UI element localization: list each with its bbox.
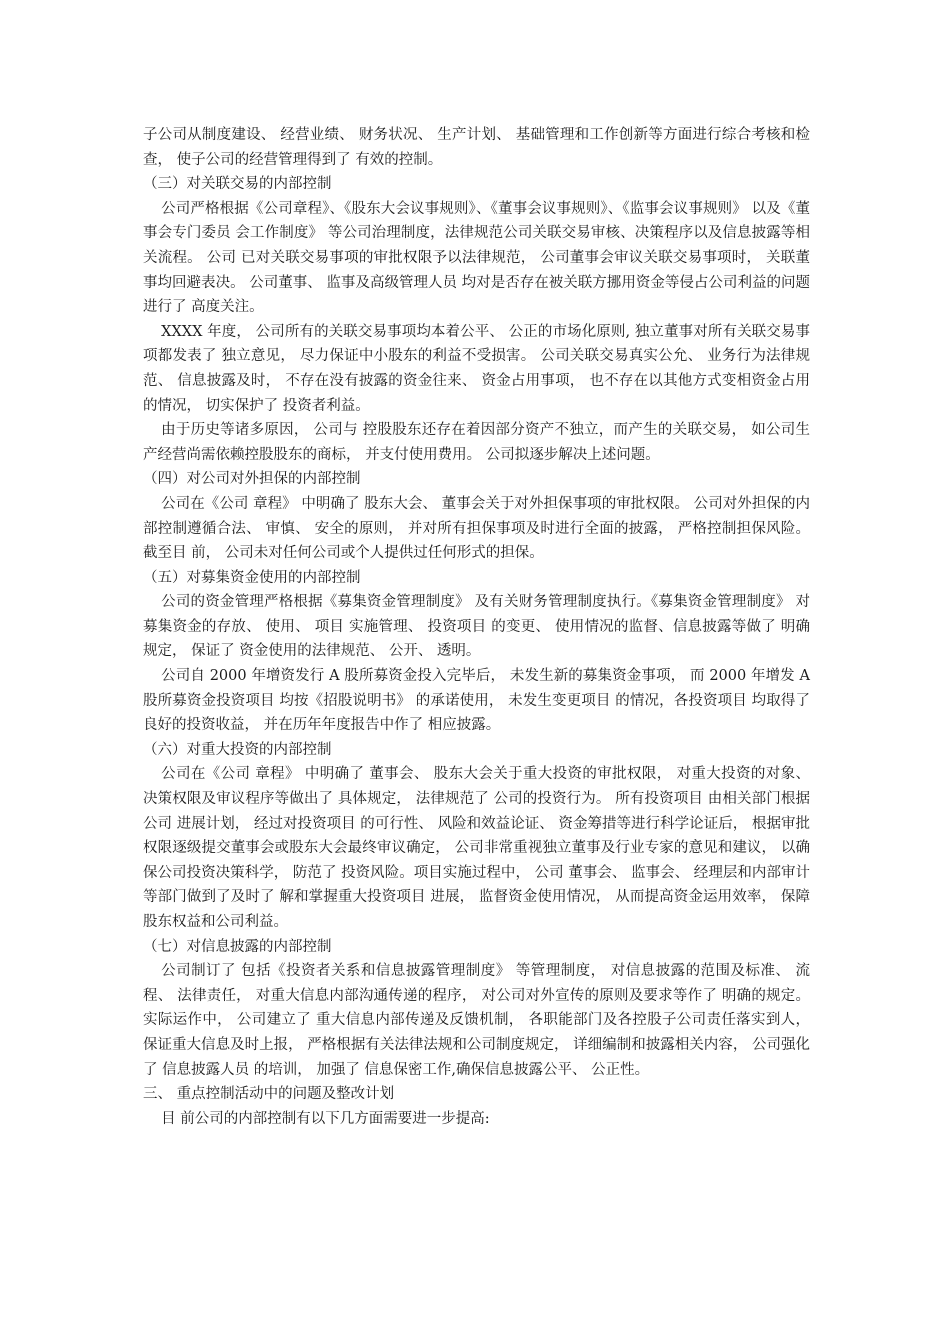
paragraph-major-investment: 公司在《公司 章程》 中明确了 董事会、 股东大会关于重大投资的审批权限， 对重大投资的对象、 决策权限及审议程序等做出了 具体规定， 法律规范了 公司的投资行为。 所有投资项目 由相关部门根据公司 进展计划， 经过对投资项目 的可行性、 风险和效益论证、 资金筹措等进行科学论证后， 根据审批权限逐级提交董事会或股东大会最终审议确定， 公司非常重视独立董事及行业专家的意见和建议， 以确保公司投资决策科学， 防范了 投资风险。项目实施过程中， 公司 董事会、 监事会、 经理层和内部审计等部门做到了及时了 解和掌握重大投资项目 进展， 监督资金使用情况， 从而提高资金运用效率， 保障股东权益和公司利益。 <box>143 766 810 930</box>
paragraph-external-guarantee: 公司在《公司 章程》 中明确了 股东大会、 董事会关于对外担保事项的审批权限。 公司对外担保的内部控制遵循合法、 审慎、 安全的原则， 并对所有担保事项及时进行全面的披露， 严格控制担保风险。截至目 前， 公司未对任何公司或个人提供过任何形式的担保。 <box>143 495 810 562</box>
heading-information-disclosure: （七）对信息披露的内部控制 <box>143 938 332 955</box>
paragraph-improvement-intro: 目 前公司的内部控制有以下几方面需要进一步提高: <box>161 1110 490 1127</box>
paragraph-related-transactions-history: 由于历史等诸多原因， 公司与 控股股东还存在着因部分资产不独立，而产生的关联交易， 如公司生产经营尚需依赖控股股东的商标， 并支付使用费用。 公司拟逐步解决上述问题。 <box>143 422 810 463</box>
heading-related-transactions: （三）对关联交易的内部控制 <box>143 176 332 193</box>
heading-section-three: 三、 重点控制活动中的问题及整改计划 <box>143 1086 395 1103</box>
paragraph-related-transactions-rules: 公司严格根据《公司章程》、《股东大会议事规则》、《董事会议事规则》、《监事会议事规则》 以及《董事会专门委员 会工作制度》 等公司治理制度，法律规范公司关联交易审核、决策程序以及信息披露等相关流程。 公司 已对关联交易事项的审批权限予以法律规范， 公司董事会审议关联交易事项时， 关联董事均回避表决。 公司董事、 监事及高级管理人员 均对是否存在被关联方挪用资金等侵占公司利益的问题进行了 高度关注。 <box>143 200 810 316</box>
paragraph-subsidiary-assessment: 子公司从制度建设、 经营业绩、 财务状况、 生产计划、 基础管理和工作创新等方面进行综合考核和检查， 使子公司的经营管理得到了 有效的控制。 <box>143 127 810 168</box>
paragraph-raised-funds-management: 公司的资金管理严格根据《募集资金管理制度》 及有关财务管理制度执行。《募集资金管理制度》 对募集资金的存放、 使用、 项目 实施管理、 投资项目 的变更、 使用情况的监督、信息披露等做了 明确规定， 保证了 资金使用的法律规范、 公开、 透明。 <box>143 594 810 660</box>
heading-raised-funds: （五）对募集资金使用的内部控制 <box>143 569 361 586</box>
document-body <box>143 123 810 1131</box>
heading-external-guarantee: （四）对公司对外担保的内部控制 <box>143 471 361 488</box>
heading-major-investment: （六）对重大投资的内部控制 <box>143 741 332 758</box>
paragraph-information-disclosure: 公司制订了 包括《投资者关系和信息披露管理制度》 等管理制度， 对信息披露的范围及标准、 流程、 法律责任， 对重大信息内部沟通传递的程序， 对公司对外宣传的原则及要求等作了 明确的规定。实际运作中， 公司建立了 重大信息内部传递及反馈机制， 各职能部门及各控股子公司责任落实到人， 保证重大信息及时上报， 严格根据有关法律法规和公司制度规定， 详细编制和披露相关内容， 公司强化了 信息披露人员 的培训， 加强了 信息保密工作,确保信息披露公平、 公正性。 <box>143 963 810 1078</box>
paragraph-related-transactions-year: XXXX 年度， 公司所有的关联交易事项均本着公平、 公正的市场化原则, 独立董事对所有关联交易事项都发表了 独立意见， 尽力保证中小股东的利益不受损害。 公司关联交易真实公允、 业务行为法律规范、 信息披露及时， 不存在没有披露的资金往来、 资金占用事项， 也不存在以其他方式变相资金占用的情况， 切实保护了 投资者利益。 <box>143 323 810 414</box>
paragraph-raised-funds-usage: 公司自 2000 年增资发行 A 股所募资金投入完毕后， 未发生新的募集资金事项， 而 2000 年增发 A 股所募资金投资项目 均按《招股说明书》 的承诺使用， 未发生变更项目 的情况，各投资项目 均取得了 良好的投资收益， 并在历年年度报告中作了 相应披露。 <box>143 668 810 734</box>
